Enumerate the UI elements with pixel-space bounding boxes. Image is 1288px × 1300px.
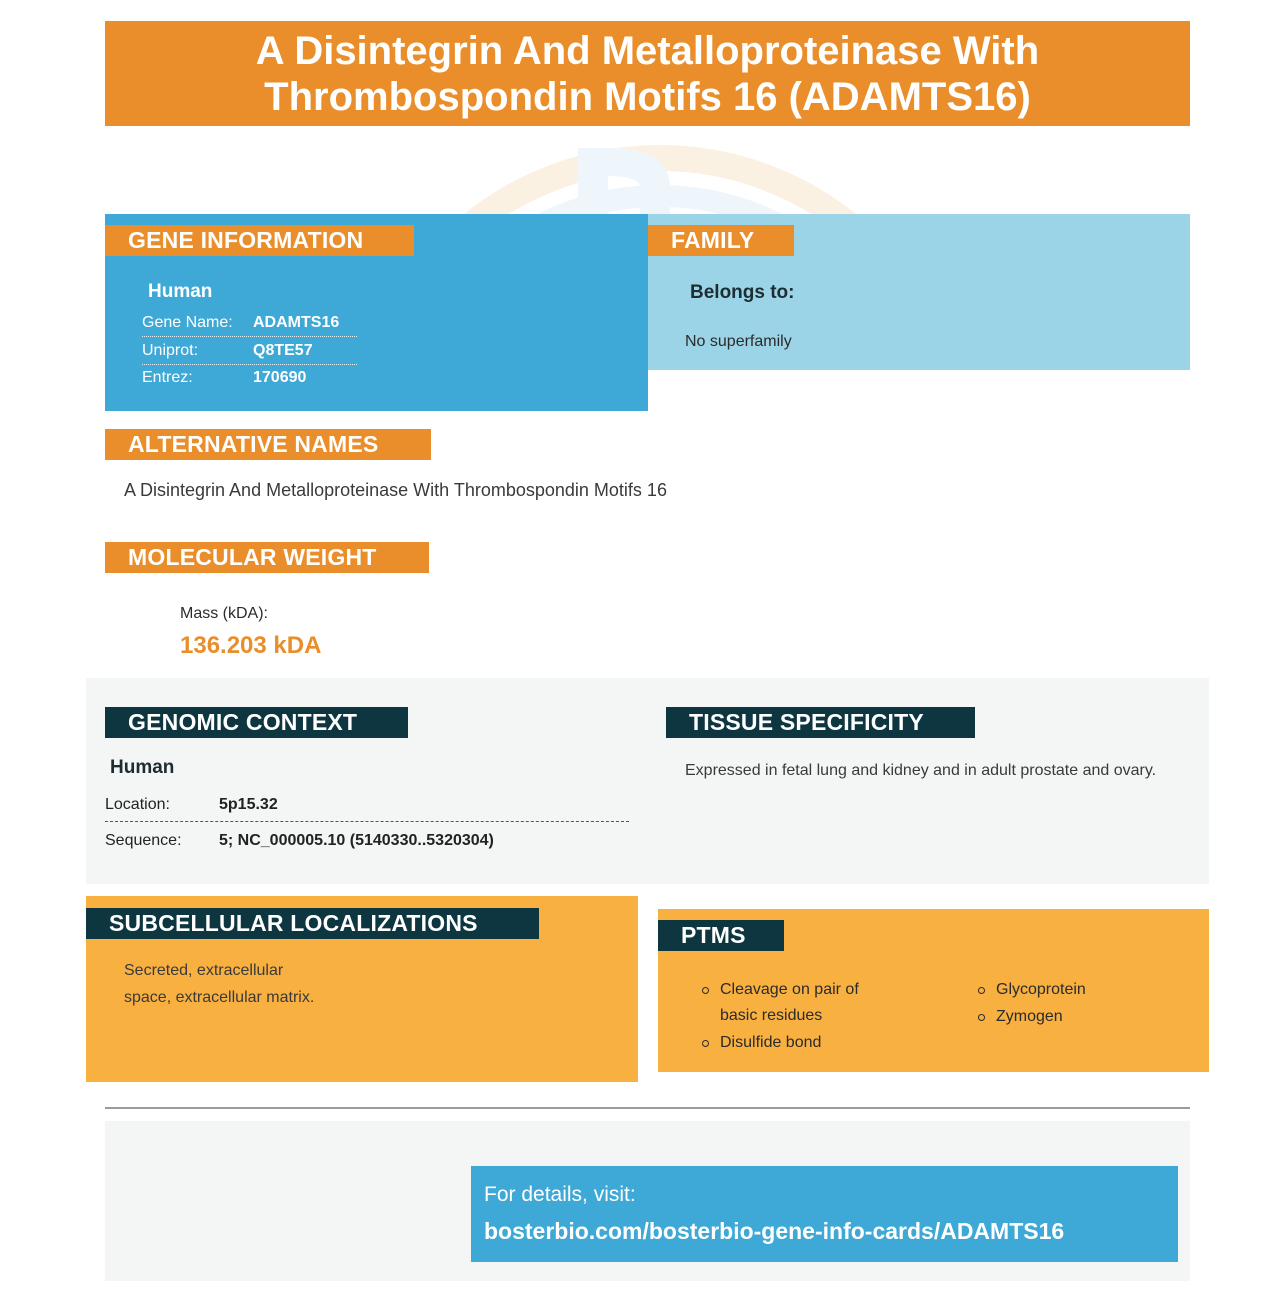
ptm-item: Cleavage on pair of basic residues <box>702 977 892 1029</box>
sequence-value: 5; NC_000005.10 (5140330..5320304) <box>219 831 494 849</box>
uniprot-label: Uniprot: <box>142 341 199 359</box>
family-value: No superfamily <box>685 333 792 350</box>
ptm-item: Zymogen <box>978 1004 1158 1030</box>
ptm-item: Glycoprotein <box>978 977 1158 1003</box>
gene-information-panel <box>105 214 648 411</box>
location-value: 5p15.32 <box>219 796 278 813</box>
sequence-row <box>105 824 629 857</box>
gene-name-label: Gene Name: <box>142 313 233 331</box>
details-label: For details, visit: <box>484 1183 636 1206</box>
footer-divider <box>105 1107 1190 1109</box>
ptms-heading: PTMS <box>658 920 784 951</box>
subcellular-localizations-text: Secreted, extracellular space, extracellular matrix. <box>124 962 315 1006</box>
gene-name-value: ADAMTS16 <box>253 313 340 331</box>
gene-name-row <box>142 309 357 337</box>
family-heading: FAMILY <box>648 225 794 256</box>
ptms-list-col1 <box>702 977 892 1057</box>
mass-label: Mass (kDA): <box>180 605 268 622</box>
location-label: Location: <box>105 796 170 813</box>
tissue-specificity-heading: TISSUE SPECIFICITY <box>666 707 975 738</box>
page-title: A Disintegrin And Metalloproteinase With Thrombospondin Motifs 16 (ADAMTS16) <box>255 28 1040 119</box>
subcellular-localizations-heading: SUBCELLULAR LOCALIZATIONS <box>86 908 539 939</box>
genomic-context-heading: GENOMIC CONTEXT <box>105 707 408 738</box>
entrez-label: Entrez: <box>142 369 193 386</box>
gene-species: Human <box>148 281 213 302</box>
alternative-names-heading: ALTERNATIVE NAMES <box>105 429 431 460</box>
uniprot-row <box>142 337 357 365</box>
details-box <box>471 1166 1178 1262</box>
molecular-weight-heading: MOLECULAR WEIGHT <box>105 542 429 573</box>
family-panel <box>648 214 1190 370</box>
details-link[interactable]: bosterbio.com/bosterbio-gene-info-cards/ADAMTS16 <box>484 1218 1065 1244</box>
tissue-specificity-text: Expressed in fetal lung and kidney and in adult prostate and ovary. <box>685 762 1157 779</box>
alternative-names-text: A Disintegrin And Metalloproteinase With Thrombospondin Motifs 16 <box>124 480 667 500</box>
gene-information-heading: GENE INFORMATION <box>105 225 414 256</box>
ptm-item: Disulfide bond <box>702 1030 892 1056</box>
entrez-row <box>142 364 357 392</box>
belongs-to-label: Belongs to: <box>690 282 795 303</box>
ptms-list-col2 <box>978 977 1158 1031</box>
boster-logo-watermark-icon <box>340 128 980 218</box>
location-row <box>105 789 629 822</box>
entrez-value: 170690 <box>253 369 307 386</box>
sequence-label: Sequence: <box>105 831 182 849</box>
mass-value: 136.203 kDA <box>180 632 322 659</box>
genomic-species: Human <box>110 757 175 778</box>
title-banner <box>105 21 1190 126</box>
uniprot-value: Q8TE57 <box>253 341 313 359</box>
